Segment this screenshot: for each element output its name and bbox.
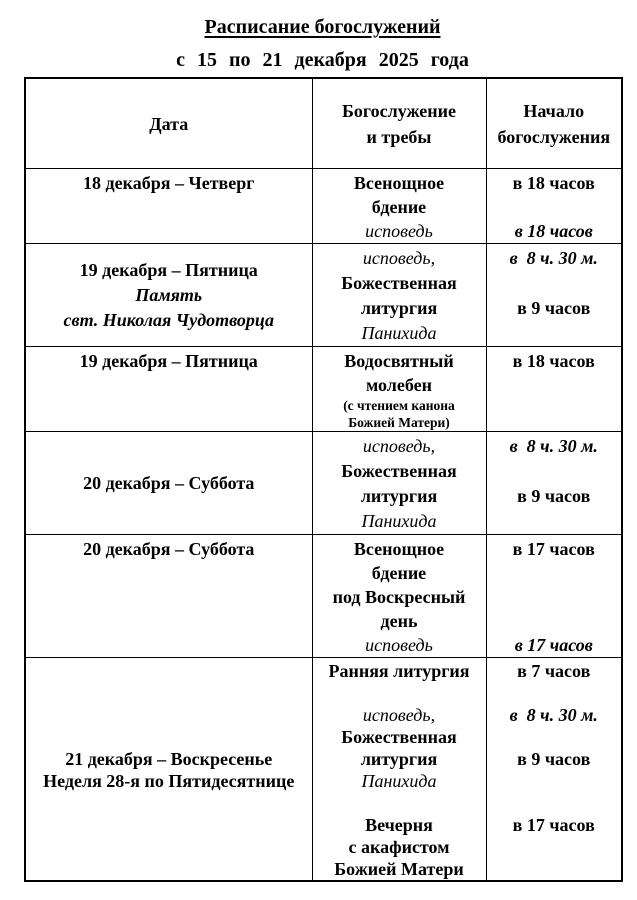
time-line: в 8 ч. 30 м. — [509, 704, 598, 725]
cell-date — [25, 431, 312, 534]
service-line: Всенощное — [353, 538, 445, 559]
table-row — [25, 168, 622, 243]
service-line: бдение — [371, 562, 427, 583]
time-line: в 8 ч. 30 м. — [509, 247, 598, 268]
spacer-line — [489, 770, 620, 792]
header-cell-date — [25, 78, 312, 168]
service-line: Божественная — [341, 272, 457, 293]
time-line: в 17 часов — [512, 538, 595, 559]
spacer-line — [489, 609, 620, 633]
time-line: в 18 часов — [512, 172, 595, 193]
document-subtitle: с 15 по 21 декабря 2025 года — [176, 49, 469, 71]
cell-service — [312, 346, 486, 431]
cell-date — [25, 534, 312, 657]
table-row — [25, 657, 622, 881]
cell-service — [312, 534, 486, 657]
spacer-line — [489, 459, 620, 484]
service-line: Всенощное — [353, 172, 445, 193]
date-line: 20 декабря – Суббота — [83, 538, 255, 559]
spacer-line — [489, 792, 620, 814]
header-time-label-line2: богослужения — [497, 127, 611, 148]
spacer-line — [315, 682, 484, 704]
header-cell-time — [486, 78, 622, 168]
cell-time — [486, 657, 622, 881]
time-line: в 9 часов — [517, 297, 591, 318]
cell-time — [486, 431, 622, 534]
date-line: 19 декабря – Пятница — [79, 260, 258, 280]
cell-service — [312, 243, 486, 346]
spacer-line — [315, 792, 484, 814]
service-line-small: (с чтением канона — [343, 397, 455, 413]
service-line: литургия — [360, 748, 438, 769]
service-line: Божией Матери — [334, 858, 464, 879]
time-line: в 9 часов — [517, 485, 591, 506]
service-line: Панихида — [361, 322, 437, 343]
service-line: с акафистом — [348, 836, 450, 857]
schedule-table — [24, 77, 623, 882]
table-row — [25, 431, 622, 534]
cell-time — [486, 243, 622, 346]
service-line: исповедь, — [362, 247, 436, 268]
cell-service — [312, 168, 486, 243]
document-title: Расписание богослужений — [204, 16, 441, 38]
table-header-row — [25, 78, 622, 168]
date-line: 18 декабря – Четверг — [83, 172, 255, 193]
cell-time — [486, 168, 622, 243]
cell-time — [486, 534, 622, 657]
service-line: исповедь — [365, 634, 433, 655]
service-line: литургия — [360, 485, 438, 506]
service-line: под Воскресный — [332, 586, 466, 607]
service-line: исповедь, — [362, 435, 436, 456]
spacer-line — [489, 195, 620, 219]
cell-service — [312, 657, 486, 881]
service-line: бдение — [371, 196, 427, 217]
service-line: Божественная — [341, 726, 457, 747]
spacer-line — [489, 271, 620, 296]
service-line: день — [380, 610, 418, 631]
header-service-label-line2: и требы — [366, 127, 432, 148]
service-line: Панихида — [361, 770, 437, 791]
service-line: Божественная — [341, 460, 457, 481]
date-line: 21 декабря – Воскресенье — [65, 748, 273, 769]
table-row — [25, 534, 622, 657]
service-line: Водосвятный — [344, 350, 454, 371]
cell-time — [486, 346, 622, 431]
date-line: Неделя 28-я по Пятидесятнице — [43, 770, 295, 791]
service-line: исповедь, — [362, 704, 436, 725]
spacer-line — [489, 585, 620, 609]
table-row — [25, 243, 622, 346]
header-cell-service — [312, 78, 486, 168]
table-row — [25, 346, 622, 431]
time-line: в 17 часов — [514, 634, 593, 655]
date-line: 19 декабря – Пятница — [79, 350, 258, 371]
spacer-line — [489, 682, 620, 704]
date-line: Память — [135, 285, 203, 305]
cell-date — [25, 168, 312, 243]
time-line: в 9 часов — [517, 748, 591, 769]
time-line: в 17 часов — [512, 814, 595, 835]
cell-service — [312, 431, 486, 534]
time-line: в 18 часов — [512, 350, 595, 371]
time-line: в 8 ч. 30 м. — [509, 435, 598, 456]
service-line: молебен — [366, 374, 432, 395]
date-line: свт. Николая Чудотворца — [63, 310, 274, 330]
service-line: Ранняя литургия — [328, 660, 470, 681]
time-line: в 18 часов — [514, 220, 593, 241]
header-time-label-line1: Начало — [523, 101, 585, 122]
service-line-small: Божией Матери) — [348, 414, 450, 430]
service-line: Вечерня — [365, 814, 433, 835]
date-line: 20 декабря – Суббота — [83, 473, 255, 493]
cell-date — [25, 243, 312, 346]
header-service-label-line1: Богослужение — [341, 101, 456, 122]
service-line: литургия — [360, 297, 438, 318]
cell-date — [25, 657, 312, 881]
service-line: Панихида — [361, 510, 437, 531]
time-line: в 7 часов — [517, 660, 591, 681]
cell-date — [25, 346, 312, 431]
spacer-line — [489, 726, 620, 748]
header-date-label: Дата — [149, 114, 189, 135]
spacer-line — [489, 561, 620, 585]
service-line: исповедь — [365, 220, 433, 241]
